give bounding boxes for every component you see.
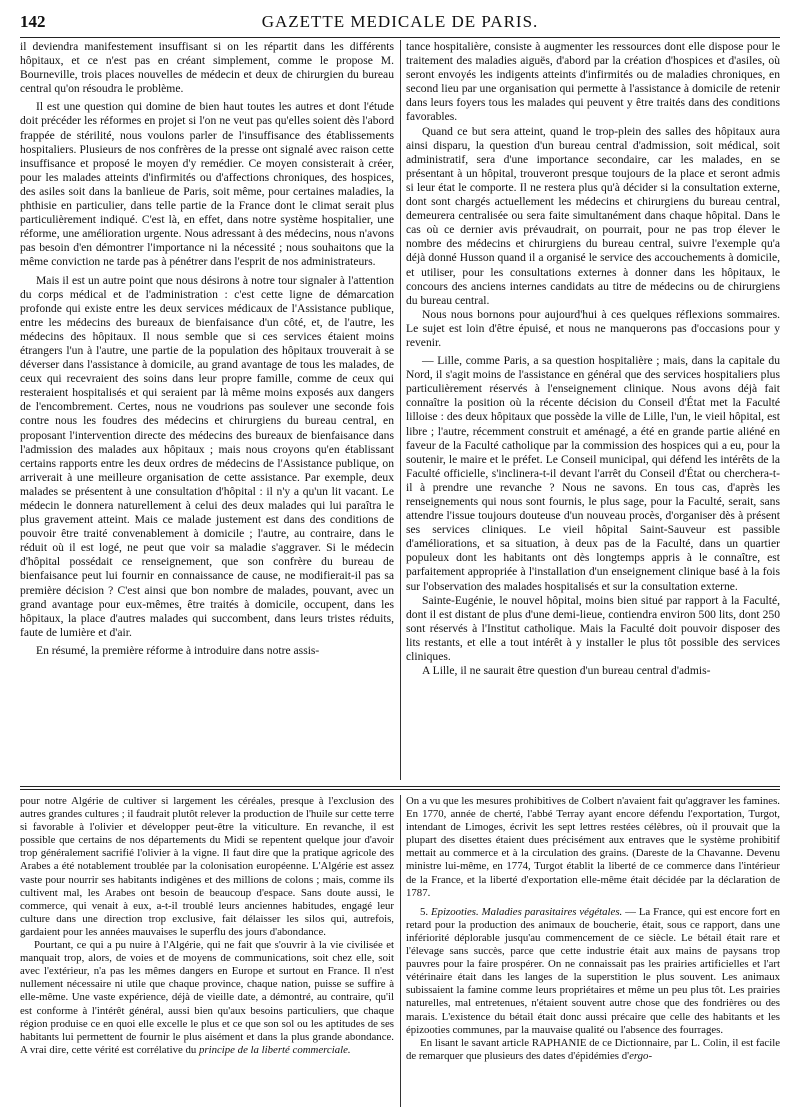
- footnote-separator: [20, 786, 780, 787]
- paragraph: Quand ce but sera atteint, quand le trop-plein des salles des hôpitaux aura ainsi disparu, la question d'un bureau central d'admission, soit médical, soit administratif, sera d'une importance secondaire, car les malades, en se présentant à un hôpital, trouveront presque toujours de la place et seront admis si leur état le comporte. Il ne restera plus qu'à décider si la consultation externe, dont sont chargés actuellement les médecins et chirurgiens du bureau central, demeurera centralisée ou sera faite simultanément dans chaque hôpital. Dans le cas où ce dernier avis prévaudrait, on pourrait, pour ne pas trop élever le nombre des médecins et chirurgiens du bureau central, suivre l'exemple qu'a déjà donné Husson quand il a organisé le service des accouchements à domicile, et utiliser, pour les consultations externes à donner dans les hôpitaux, le concours des anciens internes candidats au titre de médecins ou de chirurgiens du bureau central.: [406, 124, 780, 307]
- paragraph: Mais il est un autre point que nous désirons à notre tour signaler à l'attention du corps médical et de l'administration : c'est cette ligne de démarcation profonde qui existe entre les deux services médicaux de l'Assistance publique, entre les médecins des bureaux de bienfaisance d'un côté, et, de l'autre, les médecins des hôpitaux. Il nous semble que si ces services étaient moins étrangers l'un à l'autre, une partie de la population des hôpitaux trouverait à se déverser dans l'assistance à domicile, au grand avantage de tous les malades, de ceux qui recevraient des soins dans leur propre famille, comme de ceux qui resteraient hospitalisés et qui seraient par là même moins exposés aux dangers de l'encombrement. Certes, nous ne voudrions pas soulever une seconde fois contre nous les foudres des médecins et chirurgiens du bureau central, en proposant l'intervention directe des médecins des bureaux de bienfaisance dans l'admission des malades aux hôpitaux ; mais nous croyons qu'en établissant certains rapports entre les deux ordres de médecins de l'Assistance publique, on arriverait à une meilleure organisation de cette assistance. Par exemple, deux malades se présentent à une consultation d'hôpital : il n'y a qu'un lit vacant. Le médecin le donnera naturellement à celui des deux malades qui lui paraîtra le plus gravement atteint. Mais ce malade justement est dans des conditions de pouvoir être traité convenablement à domicile ; l'autre, au contraire, dans le réduit où il est logé, ne peut que voir sa maladie s'aggraver. Si le médecin d'hôpital possédait ce renseignement, que son confrère du bureau de bienfaisance peut lui fournir en connaissance de cause, ne modifierait-il pas sa première décision ? C'est ainsi que bon nombre de malades, pouvant, avec un grand avantage pour eux-mêmes, être traités à domicile, occupent, dans les hôpitaux, la place d'autres malades qui succombent, dans leurs tristes réduits, faute de lumière et d'air.: [20, 273, 394, 639]
- section-paragraph: [406, 906, 780, 1037]
- text: En lisant le savant article: [420, 1036, 530, 1049]
- footnote-separator-double: [20, 789, 780, 790]
- italic-phrase: principe de la liberté commerciale.: [198, 1043, 351, 1056]
- paragraph: il deviendra manifestement insuffisant si on les répartit dans les différents hôpitaux, et ce n'est pas en créant simplement, comme le propose M. Bourneville, trois places nouvelles de médecin et deux de chirurgien du bureau central qu'on résoudra le problème.: [20, 40, 394, 96]
- paragraph: tance hospitalière, consiste à augmenter les ressources dont elle dispose pour le traitement des maladies aiguës, d'abord par la création d'hospices et d'asiles, où seront envoyés les indigents atteints d'infirmités ou de maladies chroniques, en second lieu par une organisation qui permette à l'assistance à domicile de retenir dans leurs foyers tous les malades qui peuvent y être traités dans des conditions favorables.: [406, 40, 780, 124]
- main-column-left: [20, 40, 394, 778]
- paragraph: Sainte-Eugénie, le nouvel hôpital, moins bien situé par rapport à la Faculté, dont il est distant de plus d'une demi-lieue, contiendra environ 500 lits, dont 250 sont réservés à l'Institut catholique. Mais la Faculté doit pouvoir disposer des lits restants, et elle a tout intérêt à y installer le plus tôt possible des services cliniques.: [406, 593, 780, 664]
- section-number: 5.: [420, 905, 429, 918]
- paragraph: Il est une question qui domine de bien haut toutes les autres et dont l'étude doit précéder les réformes en projet si l'on ne veut pas qu'elles soient dès l'abord frappée de stérilité, nous voulons parler de l'insuffisance des établissements hospitaliers. Plusieurs de nos confrères de la presse ont signalé avec raison cette insuffisance et proposé le moyen d'y remédier. Ce moyen consisterait à créer, pour les malades atteints d'infirmités ou d'affections chroniques, des hospices, des asiles soit dans la banlieue de Paris, soit même, pour certaines maladies, la phthisie en particulier, dans telle partie de la France dont le climat serait plus particulièrement indiqué. C'est là, en effet, dans notre système hospitalier, une réforme, une amélioration urgente. Nous adressant à des médecins, nous n'avons pas besoin d'en démontrer l'importance ni la nécessité ; nous souhaitons que la même conviction ne tarde pas à pénétrer dans l'esprit de nos administrateurs.: [20, 100, 394, 269]
- journal-title: GAZETTE MEDICALE DE PARIS.: [261, 12, 539, 31]
- footnote-column-left: [20, 795, 394, 1105]
- footnote-column-right: [406, 795, 780, 1105]
- text: de ce Dictionnaire, par L. Colin, il est facile de remarquer que plusieurs des dates d'épidémies d': [406, 1036, 780, 1062]
- paragraph: [20, 939, 394, 1057]
- italic-word: ergo-: [629, 1049, 653, 1062]
- page-header: [20, 12, 780, 36]
- page-number: 142: [20, 12, 46, 31]
- paragraph: — Lille, comme Paris, a sa question hospitalière ; mais, dans la capitale du Nord, il s'agit moins de l'assistance en général que des services hospitaliers plus particulièrement réservés à l'enseignement clinique. Nous avons déjà fait connaître la position où la récente décision du Conseil d'État met la Faculté lilloise : des deux hôpitaux que possède la ville de Lille, l'un, le vieil hôpital, est libre ; l'autre, récemment construit et aménagé, a été en grande partie aliéné en faveur de la Faculté catholique par la commission des hospices qui a eu, pour la soutenir, le maire et le préfet. Le Conseil municipal, qui défend les intérêts de la Faculté officielle, s'inclinera-t-il devant l'arrêt du Conseil d'État ou cherchera-t-il à prendre une revanche ? Nous ne savons. En tous cas, d'après les renseignements qui nous sont fournis, le plus sage, pour la Faculté, serait, sans attendre l'issue toujours douteuse d'un nouveau procès, d'organiser dès à présent ses services cliniques. Le vieil hôpital Saint-Sauveur est passible d'améliorations, et sa situation, à deux pas de la Faculté, dans un quartier populeux dont les habitants ont dès longtemps appris à le connaître, est parfaitement appropriée à l'installation d'un enseignement clinique basé à la fois sur l'observation des malades hospitalisés et sur la consultation externe.: [406, 354, 780, 593]
- main-column-right: [406, 40, 780, 778]
- header-rule: [20, 37, 780, 38]
- paragraph: pour notre Algérie de cultiver si largement les céréales, presque à l'exclusion des autres grandes cultures ; il faudrait plutôt relever la production de l'huile sur cette terre si favorable à l'olivier et développer peut-être la viticulture. En revanche, il est possible que certains de nos départements du Midi se repentent quelque jour d'avoir trop généralement sacrifié l'olivier à la vigne. Il faut dire que la pratique agricole des Arabes a été notablement troublée par la colonisation européenne. L'Algérie est assez vaste pour nourrir ses habitants indigènes et des millions de colons ; mais, comme ils cultivent mal, les Arabes ont besoin de beaucoup d'espace. Sans doute aussi, le commerce, qui venait à eux, a-t-il troublé leurs anciennes habitudes, engagé leur culture dans une direction trop exclusive, fait délaisser les silos qui, autrefois, gardaient pour les années mauvaises le superflu des jours d'abondance.: [20, 795, 394, 938]
- section-body: — La France, qui est encore fort en retard pour la production des animaux de boucherie, était, sous ce rapport, dans une infériorité déplorable jusqu'au commencement de ce siècle. Le bétail était rare et l'élevage sans succès, parce que cette industrie était aux mains de paysans trop pauvres pour la faire prospérer. On ne connaissait pas les prairies artificielles et l'art vétérinaire était dans les langes de la superstition le plus souvent. Les animaux subissaient la famine comme leurs propriétaires et même un peu plus tôt. Les prairies naturelles, mal entretenues, n'étaient souvent autre chose que des fondrières ou des marais. L'existence du bétail était donc aussi précaire que celle des habitants et les épizooties communes, par la mauvaise qualité ou l'absence des fourrages.: [406, 905, 780, 1036]
- section-title: Epizooties. Maladies parasitaires végétales.: [431, 905, 623, 918]
- paragraph: A Lille, il ne saurait être question d'un bureau central d'admis-: [422, 664, 711, 678]
- paragraph: Nous nous bornons pour aujourd'hui à ces quelques réflexions sommaires. Le sujet est loin d'être épuisé, et nous ne manquerons pas d'occasions pour y revenir.: [406, 307, 780, 349]
- paragraph: On a vu que les mesures prohibitives de Colbert n'avaient fait qu'aggraver les famines. En 1770, année de cherté, l'abbé Terray ayant encore défendu l'exportation, Turgot, intendant de Limoges, écrivit les sept lettres restées célèbres, où il prouvait que la plupart des disettes étaient dues précisément aux entraves que le système prohibitif mettait au commerce et à la circulation des grains. (Dareste de la Chavanne. Devenu ministre lui-même, en 1774, Turgot établit la liberté de ce commerce dans l'intérieur de la France, et la liberté d'exportation elle-même était décidée par la déclaration de 1787.: [406, 795, 780, 899]
- text: Pourtant, ce qui a pu nuire à l'Algérie, qui ne fait que s'ouvrir à la vie civilisée et manquait trop, alors, de voies et de moyens de communications, soit chez elle, soit avec l'extérieur, n'a pas les mêmes dangers en Europe et surtout en France. Il n'est nullement nécessaire ni utile que chaque province, chaque nation, puisse se suffire à elle-même. Une vaste expérience, déjà de vieille date, a démontré, au contraire, qu'il est conforme à l'intérêt général, aussi bien qu'aux besoins particuliers, que chaque région produise ce en quoi elle excelle le plus et ce que son sol ou les aptitudes de ses habitants lui permettent de fournir le plus aisément et dans la plus grande abondance. A vrai dire, cette vérité est corrélative du: [20, 939, 394, 1056]
- paragraph: En résumé, la première réforme à introduire dans notre assis-: [36, 643, 320, 657]
- footnote-column-divider: [400, 795, 401, 1107]
- paragraph: [406, 1037, 780, 1063]
- column-divider: [400, 40, 401, 780]
- small-caps-term: RAPHANIE: [531, 1036, 587, 1049]
